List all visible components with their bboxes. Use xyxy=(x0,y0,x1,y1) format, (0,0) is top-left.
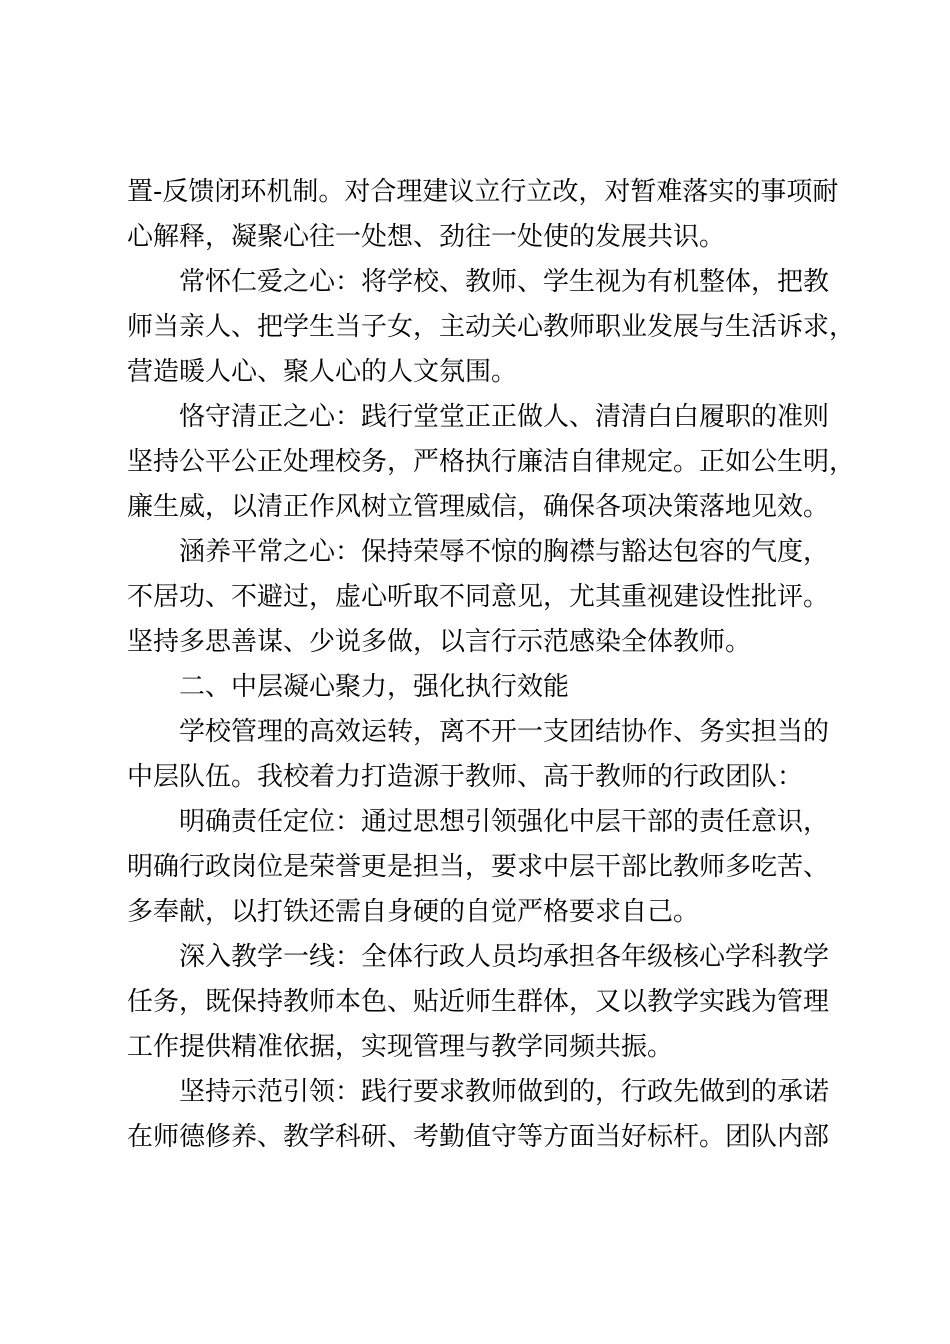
text-line: 学校管理的高效运转，离不开一支团结协作、务实担当的 xyxy=(179,717,830,747)
text-line: 常怀仁爱之心：将学校、教师、学生视为有机整体，把教 xyxy=(179,267,830,297)
section-heading: 二、中层凝心聚力，强化执行效能 xyxy=(179,672,570,702)
text-line: 坚持公平公正处理校务，严格执行廉洁自律规定。正如公生明， xyxy=(127,447,856,477)
text-line: 置-反馈闭环机制。对合理建议立行立改，对暂难落实的事项耐 xyxy=(127,177,839,207)
text-line: 多奉献，以打铁还需自身硬的自觉严格要求自己。 xyxy=(127,897,700,927)
text-line: 中层队伍。我校着力打造源于教师、高于教师的行政团队： xyxy=(127,762,804,792)
text-line: 涵养平常之心：保持荣辱不惊的胸襟与豁达包容的气度， xyxy=(179,537,830,567)
text-line: 坚持示范引领：践行要求教师做到的，行政先做到的承诺 xyxy=(179,1077,830,1107)
text-line: 师当亲人、把学生当子女，主动关心教师职业发展与生活诉求， xyxy=(127,312,856,342)
text-line: 廉生威，以清正作风树立管理威信，确保各项决策落地见效。 xyxy=(127,492,830,522)
text-line: 坚持多思善谋、少说多做，以言行示范感染全体教师。 xyxy=(127,627,752,657)
text-line: 深入教学一线：全体行政人员均承担各年级核心学科教学 xyxy=(179,942,830,972)
text-line: 明确行政岗位是荣誉更是担当，要求中层干部比教师多吃苦、 xyxy=(127,852,830,882)
text-line: 恪守清正之心：践行堂堂正正做人、清清白白履职的准则 xyxy=(179,402,830,432)
text-line: 不居功、不避过，虚心听取不同意见，尤其重视建设性批评。 xyxy=(127,582,830,612)
text-line: 明确责任定位：通过思想引领强化中层干部的责任意识， xyxy=(179,807,830,837)
text-line: 营造暖人心、聚人心的人文氛围。 xyxy=(127,357,518,387)
text-line: 任务，既保持教师本色、贴近师生群体，又以教学实践为管理 xyxy=(127,987,830,1017)
text-line: 在师德修养、教学科研、考勤值守等方面当好标杆。团队内部 xyxy=(127,1122,830,1152)
text-line: 工作提供精准依据，实现管理与教学同频共振。 xyxy=(127,1032,674,1062)
text-line: 心解释，凝聚心往一处想、劲往一处使的发展共识。 xyxy=(127,222,726,252)
body-text xyxy=(127,170,856,1160)
